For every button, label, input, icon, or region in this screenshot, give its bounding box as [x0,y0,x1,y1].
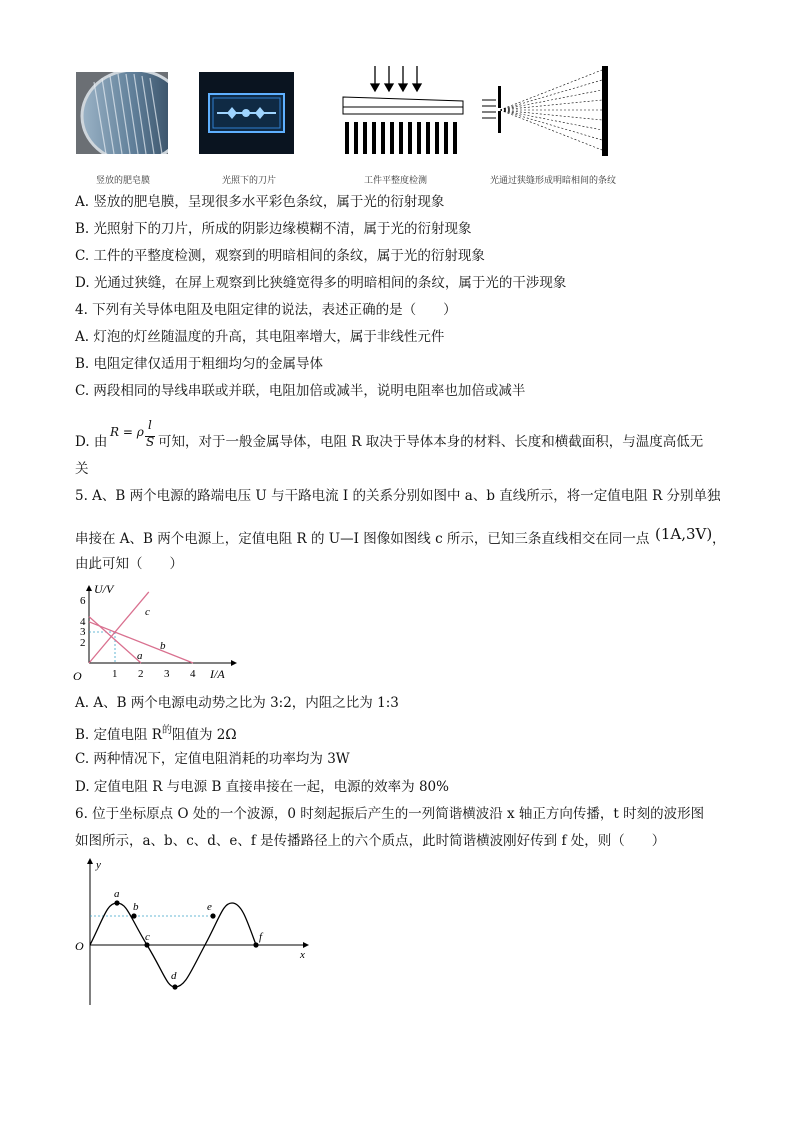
label-e: e [207,901,212,913]
q3-option-d: D. 光通过狭缝，在屏上观察到比狭缝宽得多的明暗相间的条纹，属于光的干涉现象 [75,275,567,291]
y-tick-2: 2 [80,637,86,649]
q4-option-d-text: 可知，对于一般金属导体，电阻 R 取决于导体本身的材料、长度和横截面积，与温度高低无 [158,434,704,450]
q5-option-d: D. 定值电阻 R 与电源 B 直接串接在一起，电源的效率为 80% [75,779,449,795]
point-b [131,913,136,918]
q5-stem-line2: 串接在 A、B 两个电源上，定值电阻 R 的 U—I 图像如图线 c 所示，已知三条直线相交在同一点 [75,531,650,547]
y-axis-label: U/V [94,582,114,596]
x-tick-4: 4 [190,668,196,680]
q4-option-d-continued: 关 [75,461,89,477]
q5-option-b-post: 阻值为 2Ω [171,727,237,743]
x-axis-label: x [300,949,305,961]
point-c [144,942,149,947]
ui-graph [70,580,250,685]
q5-stem-line2-end: ， [712,531,726,547]
blade-shadow-photo [199,72,294,154]
q6-stem-line2: 如图所示，a、b、c、d、e、f 是传播路径上的六个质点，此时简谐横波刚好传到 f 处，则（ ） [75,833,666,849]
label-a: a [114,888,120,900]
line-label-b: b [160,640,166,652]
origin-label: O [73,669,82,683]
x-tick-1: 1 [112,668,118,680]
q5-intersection-point: (1A,3V) [655,525,713,543]
label-d: d [171,970,177,982]
y-tick-4: 4 [80,616,86,628]
q6-stem-line1: 6. 位于坐标原点 O 处的一个波源，0 时刻起振后产生的一列简谐横波沿 x 轴正方向传播，t 时刻的波形图 [75,806,705,822]
label-b: b [133,901,139,913]
figure-caption-blade: 光照下的刀片 [222,176,277,186]
wave-graph [70,855,320,1015]
soap-film-photo [76,72,168,154]
q5-option-c: C. 两种情况下，定值电阻消耗的功率均为 3W [75,751,350,767]
formula-numerator: l [148,418,152,432]
q4-stem: 4. 下列有关导体电阻及电阻定律的说法，表述正确的是（ ） [75,302,457,318]
figure-caption-soap-film: 竖放的肥皂膜 [96,176,151,186]
figure-caption-flatness: 工件平整度检测 [364,176,428,186]
y-tick-3: 3 [80,626,86,638]
resistance-formula [110,418,162,452]
q5-option-b-pre: B. 定值电阻 R [75,727,162,743]
figure-caption-slit: 光通过狭缝形成明暗相间的条纹 [490,176,617,186]
q5-stem-line3: 由此可知（ ） [75,556,183,572]
origin-label: O [75,939,84,953]
q3-option-b: B. 光照射下的刀片，所成的阴影边缘模糊不清，属于光的衍射现象 [75,221,472,237]
y-axis-label: y [96,859,101,871]
q5-option-b [75,722,237,744]
q4-option-b: B. 电阻定律仅适用于粗细均匀的金属导体 [75,356,324,372]
q4-option-a: A. 灯泡的灯丝随温度的升高，其电阻率增大，属于非线性元件 [75,329,445,345]
label-c: c [145,931,150,943]
x-tick-3: 3 [164,668,170,680]
slit-diffraction-diagram [478,66,628,158]
flatness-test-diagram [339,64,467,156]
label-f: f [259,931,263,943]
point-e [210,913,215,918]
line-label-a: a [137,650,143,662]
q4-option-d-prefix: D. 由 [75,434,108,450]
q5-option-b-sup: 的 [161,725,172,736]
point-d [172,984,177,989]
q5-stem-line1: 5. A、B 两个电源的路端电压 U 与干路电流 I 的关系分别如图中 a、b 直线所示，将一定值电阻 R 分别单独 [75,488,721,504]
point-f [253,942,258,947]
q5-option-a: A. A、B 两个电源电动势之比为 3:2，内阻之比为 1:3 [75,695,399,711]
q4-option-c: C. 两段相同的导线串联或并联，电阻加倍或减半，说明电阻率也加倍或减半 [75,383,526,399]
q3-option-a: A. 竖放的肥皂膜，呈现很多水平彩色条纹，属于光的衍射现象 [75,194,445,210]
line-label-c: c [145,606,150,618]
q3-option-c: C. 工件的平整度检测，观察到的明暗相间的条纹，属于光的衍射现象 [75,248,485,264]
formula-left: R = ρ [110,425,144,439]
point-a [114,900,119,905]
y-tick-6: 6 [80,595,86,607]
formula-denominator: S [146,435,155,449]
x-axis-label: I/A [210,667,225,681]
x-tick-2: 2 [138,668,144,680]
